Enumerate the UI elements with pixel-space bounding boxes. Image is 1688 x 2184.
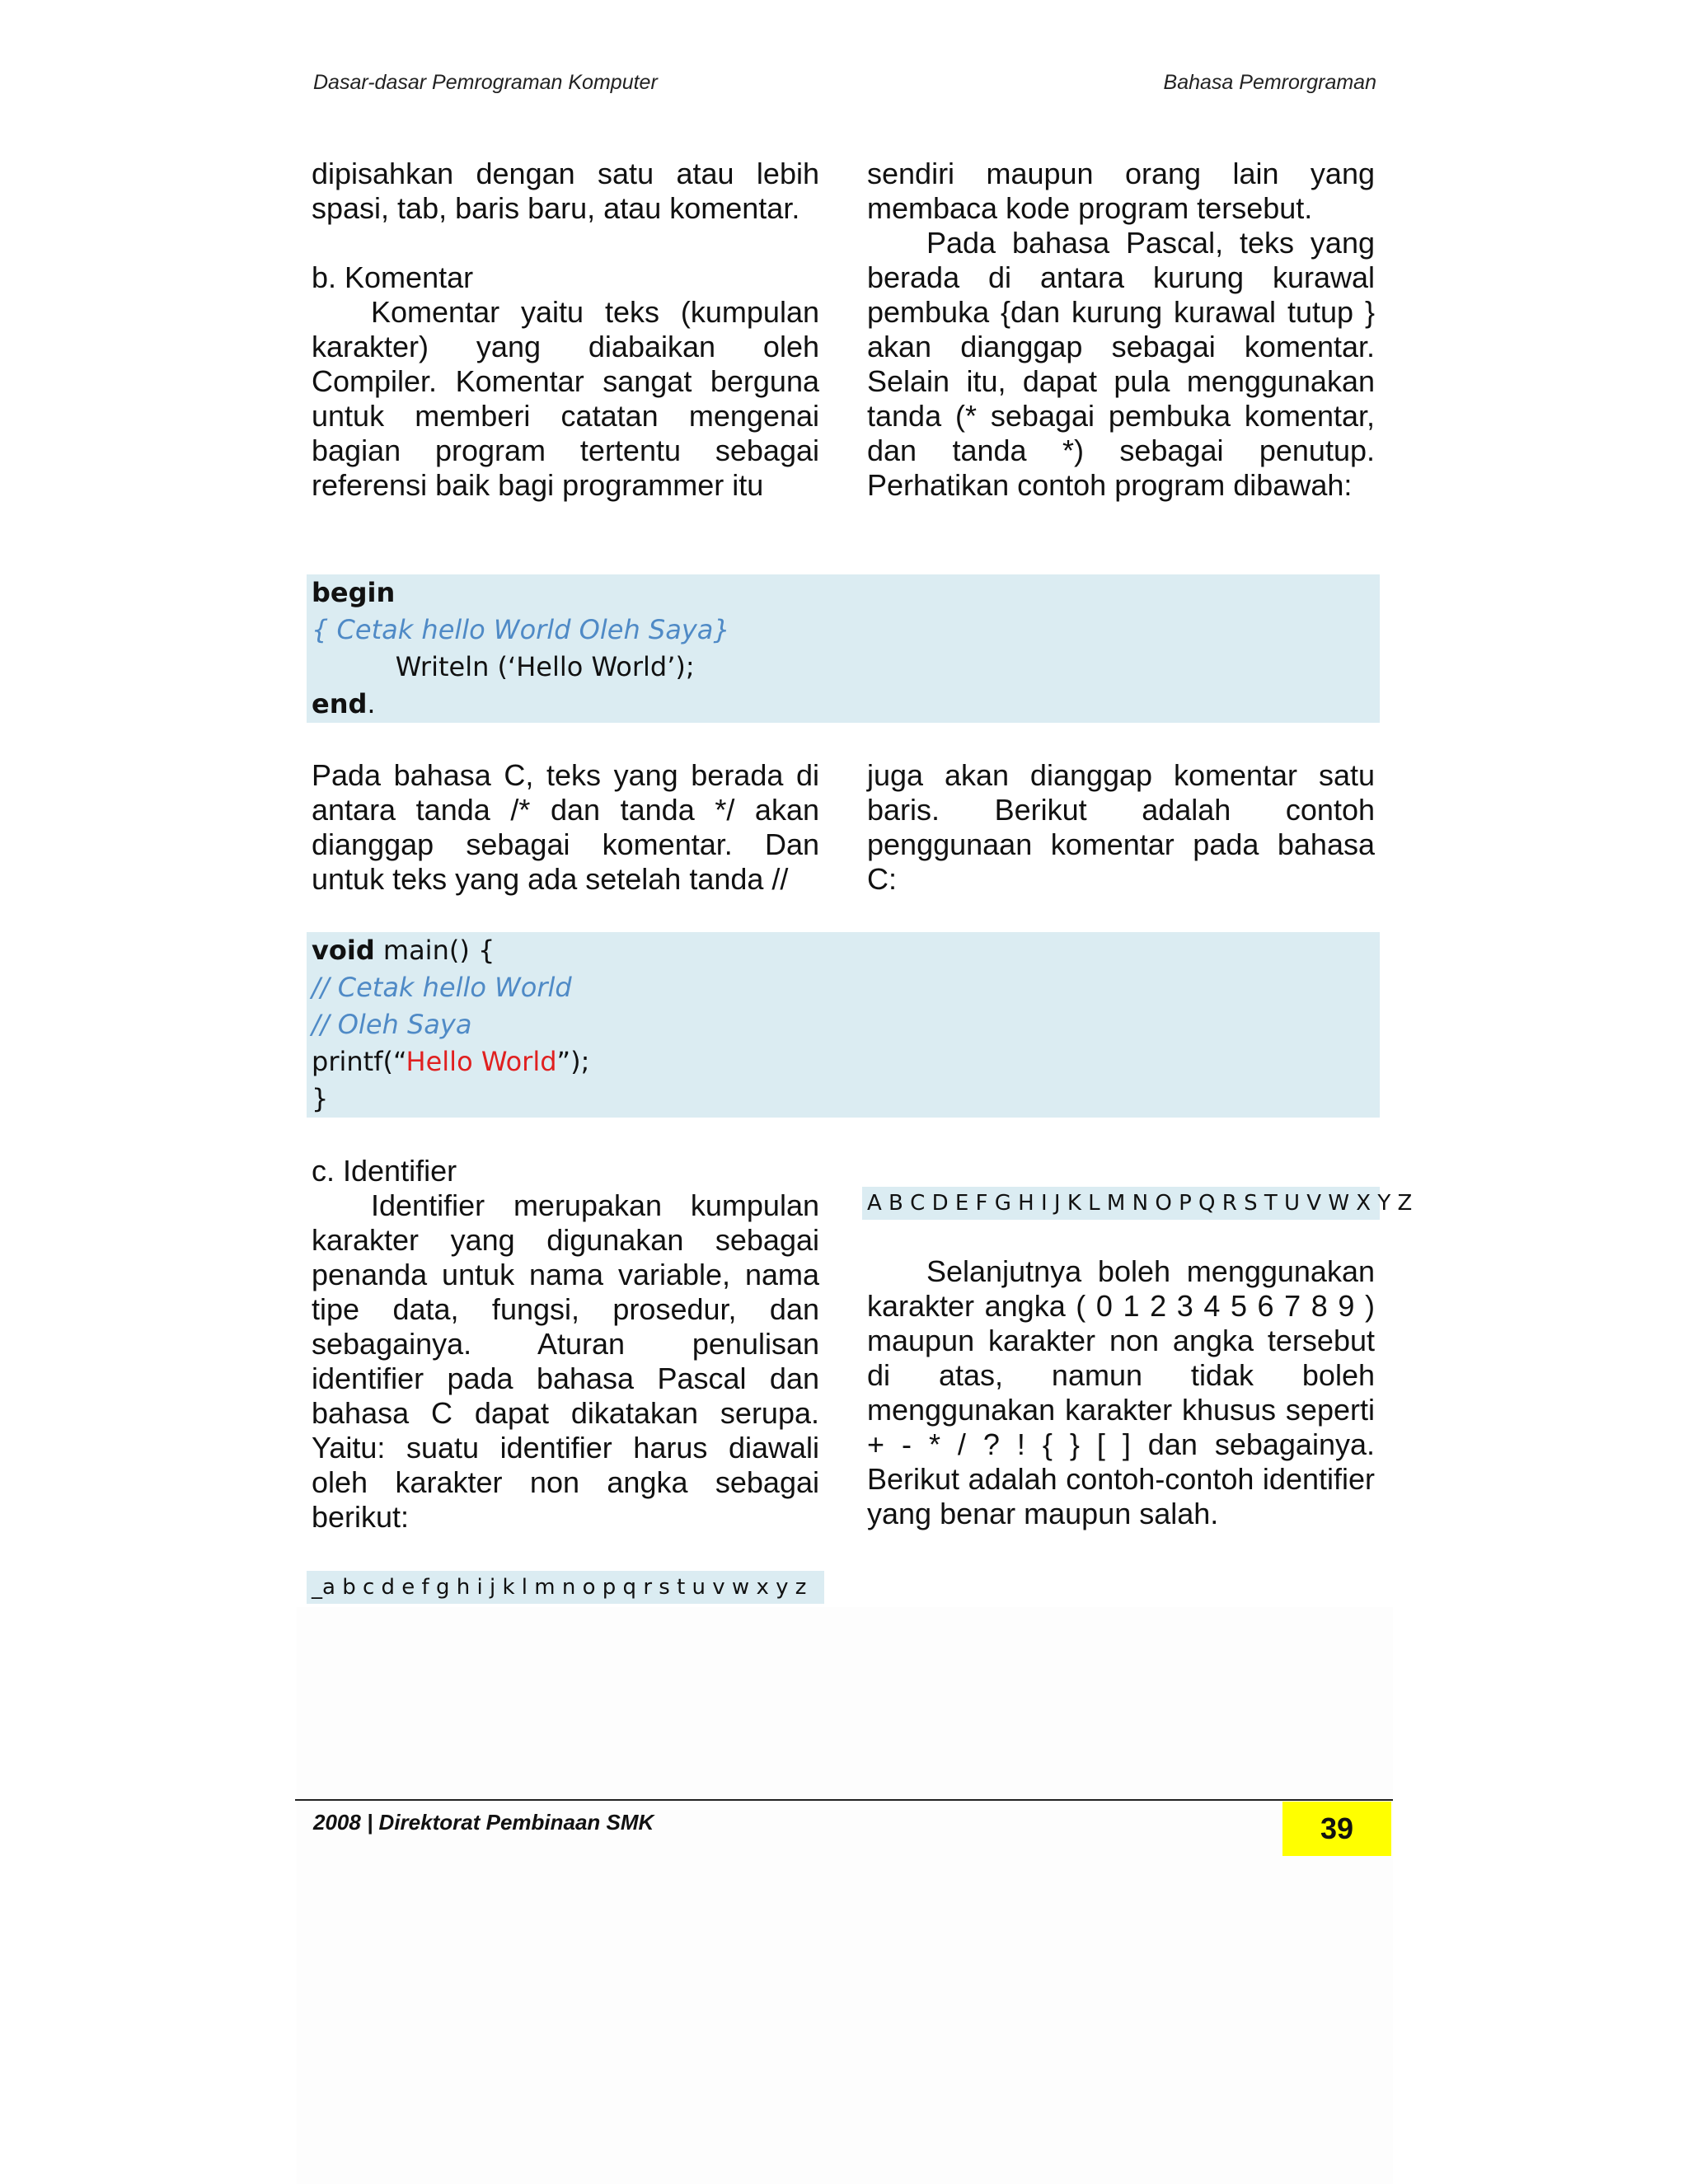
code-punct: . xyxy=(367,688,376,719)
code-line xyxy=(312,1043,1380,1080)
paragraph: Pada bahasa Pascal, teks yang berada di antara kurung kurawal pembuka {dan kurung kurawal tutup } akan dianggap sebagai komentar. Selain itu, dapat pula menggunakan tanda (* sebagai pembuka komentar, dan tanda *) sebagai penutup. Perhatikan contoh program dibawah: xyxy=(867,226,1375,502)
running-header-right: Bahasa Pemrorgraman xyxy=(1163,71,1376,94)
page-number: 39 xyxy=(1282,1802,1391,1856)
code-comment: // Cetak hello World xyxy=(312,972,572,1003)
paragraph: Selanjutnya boleh menggunakan karakter angka ( 0 1 2 3 4 5 6 7 8 9 ) maupun karakter non angka tersebut di atas, namun tidak boleh menggunakan karakter khusus seperti + - * / ? ! { } [ ] dan sebagainya. Berikut adalah contoh-contoh identifier yang benar maupun salah. xyxy=(867,1254,1375,1530)
code-comment: { Cetak hello World Oleh Saya} xyxy=(312,614,730,645)
code-line xyxy=(312,686,1380,723)
paragraph: Pada bahasa C, teks yang berada di antara tanda /* dan tanda */ akan dianggap sebagai komentar. Dan untuk teks yang ada setelah tanda // xyxy=(312,758,819,896)
section-heading-identifier: c. Identifier xyxy=(312,1154,457,1188)
code-line xyxy=(312,932,1380,969)
code-text: printf(“ xyxy=(312,1046,406,1077)
right-column-2 xyxy=(867,758,1375,897)
code-keyword: end xyxy=(312,688,368,719)
code-keyword: void xyxy=(312,935,375,966)
code-line: Writeln (‘Hello World’); xyxy=(312,651,695,682)
page-shade xyxy=(297,1607,1393,2184)
right-column-1 xyxy=(867,157,1375,503)
left-column-1 xyxy=(312,157,819,503)
code-line: begin xyxy=(312,577,396,608)
paragraph: Identifier merupakan kumpulan karakter yang digunakan sebagai penanda untuk nama variable, nama tipe data, fungsi, prosedur, dan sebagainya. Aturan penulisan identifier pada bahasa Pascal dan bahasa C dapat dikatakan serupa. Yaitu: suatu identifier harus diawali oleh karakter non angka sebagai berikut: xyxy=(312,1188,819,1534)
section-heading-komentar: b. Komentar xyxy=(312,260,474,294)
paragraph: sendiri maupun orang lain yang membaca kode program tersebut. xyxy=(867,157,1375,225)
footer-text: 2008 | Direktorat Pembinaan SMK xyxy=(313,1810,654,1835)
code-string: Hello World xyxy=(406,1046,557,1077)
uppercase-alphabet: A B C D E F G H I J K L M N O P Q R S T U V W X Y Z xyxy=(862,1187,1380,1220)
code-line: } xyxy=(312,1083,329,1114)
code-text: ”); xyxy=(556,1046,590,1077)
left-column-2 xyxy=(312,758,819,897)
paragraph: dipisahkan dengan satu atau lebih spasi, tab, baris baru, atau komentar. xyxy=(312,157,819,225)
left-column-3 xyxy=(312,1154,819,1535)
right-column-3 xyxy=(867,1254,1375,1531)
lowercase-alphabet: _a b c d e f g h i j k l m n o p q r s t u v w x y z xyxy=(307,1571,824,1604)
code-text: main() { xyxy=(374,935,495,966)
paragraph: Komentar yaitu teks (kumpulan karakter) yang diabaikan oleh Compiler. Komentar sangat berguna untuk memberi catatan mengenai bagian program tertentu sebagai referensi baik bagi programmer itu xyxy=(312,295,819,502)
code-comment: // Oleh Saya xyxy=(312,1009,472,1040)
paragraph: juga akan dianggap komentar satu baris. Berikut adalah contoh penggunaan komentar pada bahasa C: xyxy=(867,758,1375,896)
code-block-c xyxy=(307,932,1380,1118)
code-block-pascal xyxy=(307,574,1380,723)
running-header-left: Dasar-dasar Pemrograman Komputer xyxy=(313,71,658,94)
footer-rule xyxy=(295,1799,1393,1801)
